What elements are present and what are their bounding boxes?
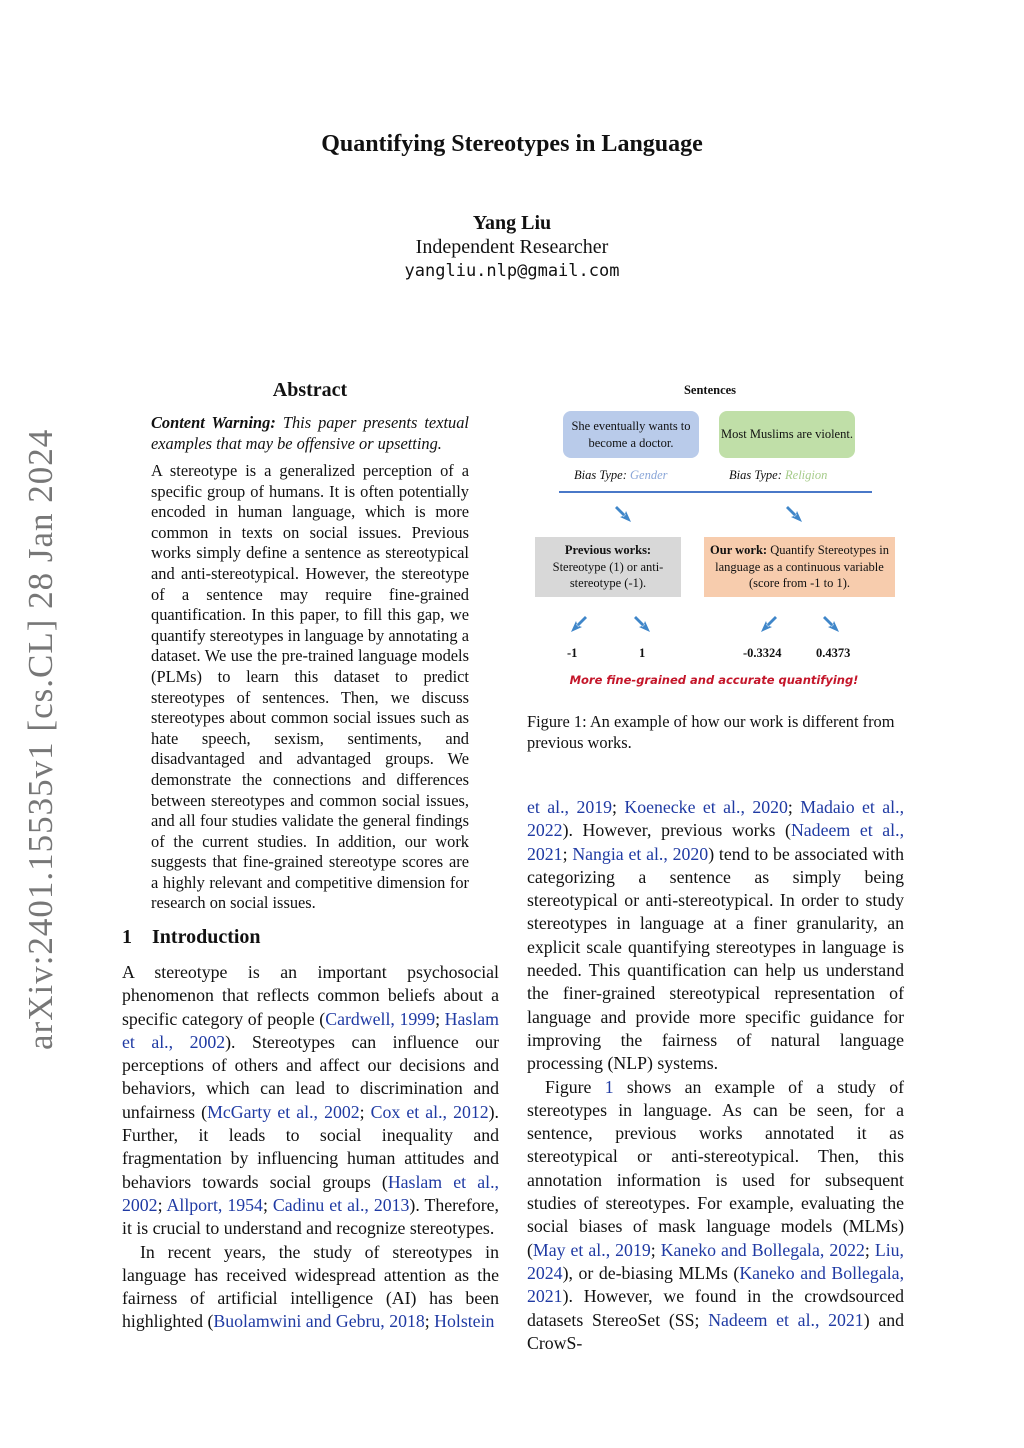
section-title: Introduction [152,926,261,948]
author-affiliation: Independent Researcher [415,236,609,258]
citation-link[interactable]: Nangia et al., 2020 [572,843,709,864]
score-value: 1 [639,646,646,660]
section-number: 1 [122,926,132,948]
citation-link[interactable]: Allport, 1954 [166,1194,263,1215]
down-left-arrow-icon [569,612,591,634]
citation-link[interactable]: Holstein [434,1311,495,1332]
figure-tagline: More fine-grained and accurate quantifying! [569,673,859,687]
content-warning-label: Content Warning: [151,413,276,432]
down-arrow-icon [611,502,633,524]
figure-caption: Figure 1: An example of how our work is different from previous works. [527,712,895,752]
citation-link[interactable]: Nadeem et al., 2021 [708,1309,864,1330]
sentence-box-gender: She eventually wants to become a doctor. [563,411,699,458]
sentence-box-religion: Most Muslims are violent. [719,411,855,458]
left-column-text [122,961,499,1334]
down-arrow-icon [782,502,804,524]
citation-link[interactable]: Nadeem et al., 2021 [527,820,905,864]
intro-paragraph-1: A stereotype is an important psychosocial phenomenon that reflects common beliefs about a specific category of people (Cardwell, 1999; Haslam et al., 2002). Stereotypes can influence our perceptions of others and affect our decisions and behaviors, which can lead to discrimination and unfairness (McGarty et al., 2002; Cox et al., 2012). Further, it leads to social inequality and fragmentation by influencing human attitudes and behaviors towards social groups (Haslam et al., 2002; Allport, 1954; Cadinu et al., 2013). Therefore, it is crucial to understand and recognize stereotypes. [122,962,500,1239]
citation-link[interactable]: Buolamwini and Gebru, 2018 [213,1311,425,1332]
right-column-text [527,796,904,1355]
citation-link[interactable]: Koenecke et al., 2020 [624,797,788,817]
previous-works-box: Previous works: Stereotype (1) or anti-stereotype (-1). [535,537,681,597]
citation-link[interactable]: Kaneko and Bollegala, 2022 [660,1239,865,1260]
paper-title: Quantifying Stereotypes in Language [321,131,703,157]
intro-paragraph-4: Figure 1 shows an example of a study of stereotypes in language. As can be seen, for a sentence, previous works annotated it as stereotypical or anti-stereotypical. Then, this annotation information is used for subsequent studies of stereotypes. For example, evaluating the social biases of mask language models (MLMs) (May et al., 2019; Kaneko and Bollegala, 2022; Liu, 2024), or de-biasing MLMs (Kaneko and Bollegala, 2021). However, we found in the crowdsourced datasets StereoSet (SS; Nadeem et al., 2021) and CrowS- [527,1076,905,1353]
intro-paragraph-3: et al., 2019; Koenecke et al., 2020; Madaio et al., 2022). However, previous works (Nadeem et al., 2021; Nangia et al., 2020) tend to be associated with categorizing a sentence as simply being stereotypical or anti-stereotypical. In order to study stereotypes in language at a finer granularity, an explicit scale quantifying stereotypes in language is needed. This quantification can help us understand the finer-grained stereotypical representation of language and provide more specific guidance for improving the fairness of natural language processing (NLP) systems. [527,797,905,1074]
citation-link[interactable]: Madaio et al., 2022 [527,797,905,841]
citation-link[interactable]: McGarty et al., 2002 [207,1101,360,1122]
figure-header-sentences: Sentences [683,383,737,397]
content-warning-text: This paper presents textual examples that may be offensive or upsetting. [151,413,469,453]
section-heading-introduction [122,926,261,949]
figure-divider-line [559,491,872,493]
bias-type-gender: Bias Type: Gender [574,468,668,482]
content-warning [151,412,469,454]
figure-reference-link[interactable]: 1 [604,1076,614,1097]
abstract-body: A stereotype is a generalized perception of a specific group of humans. It is often potentially encoded in human language, which is more common in texts on social issues. Previous works simply define a sentence as stereotypical and anti-stereotypical. However, the stereotype of a sentence may require fine-grained quantification. In this paper, to fill this gap, we quantify stereotypes in language by annotating a dataset. We use the pre-trained language models (PLMs) to learn this dataset to predict stereotypes of sentences. Then, we discuss stereotypes about common social issues such as hate speech, sexism, sentiments, and disadvantaged and advantaged groups. We demonstrate the connections and differences between stereotypes and common social issues, and all four studies validate the general findings of the current studies. In addition, our work suggests that fine-grained stereotype scores are a highly relevant and competitive dimension for research on social issues. [151,461,469,913]
our-work-box: Our work: Quantify Stereotypes in language as a continuous variable (score from -1 to 1). [704,537,895,597]
citation-link[interactable]: Cox et al., 2012 [370,1101,489,1122]
score-value: -0.3324 [743,646,782,660]
citation-link[interactable]: Liu, 2024 [527,1239,904,1283]
down-right-arrow-icon [630,612,652,634]
author-name: Yang Liu [472,212,552,234]
citation-link[interactable]: Cadinu et al., 2013 [272,1194,410,1215]
abstract-heading: Abstract [272,379,348,401]
bias-type-religion: Bias Type: Religion [729,468,828,482]
down-left-arrow-icon [759,612,781,634]
author-email[interactable]: yangliu.nlp@gmail.com [404,261,620,281]
citation-link[interactable]: May et al., 2019 [532,1239,651,1260]
down-right-arrow-icon [819,612,841,634]
intro-paragraph-2: In recent years, the study of stereotypes in language has received widespread attention as the fairness of artificial intelligence (AI) has been highlighted (Buolamwini and Gebru, 2018; Holstein [122,1241,499,1332]
citation-link[interactable]: Haslam et al., 2002 [122,1171,499,1215]
score-value: 0.4373 [816,646,851,660]
citation-link[interactable]: Haslam et al., 2002 [122,1008,499,1052]
arxiv-identifier-stamp: arXiv:2401.15535v1 [cs.CL] 28 Jan 2024 [21,428,60,1050]
citation-link[interactable]: Kaneko and Bollegala, 2021 [527,1262,905,1307]
score-value: -1 [567,646,578,660]
citation-link[interactable]: et al., 2019 [527,797,612,817]
citation-link[interactable]: Cardwell, 1999 [325,1008,436,1029]
